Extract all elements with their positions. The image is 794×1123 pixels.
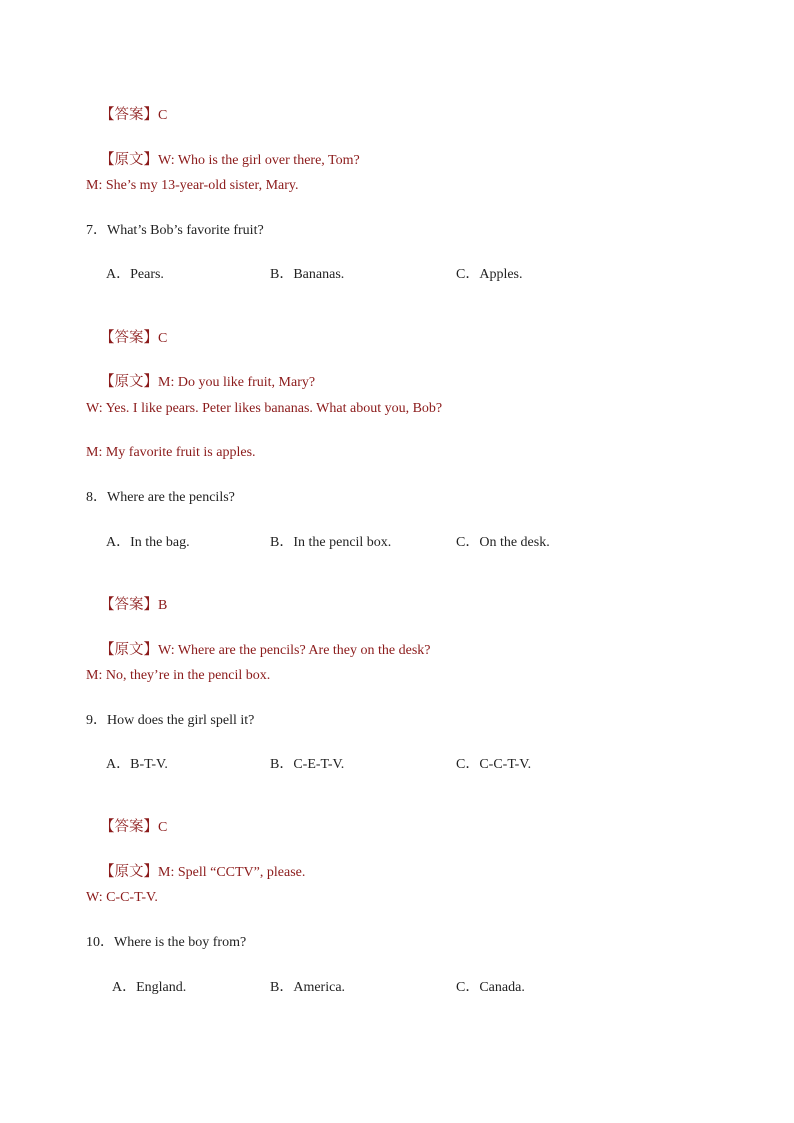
- option-a: A．Pears.: [106, 267, 164, 282]
- option-c: C．On the desk.: [456, 535, 550, 550]
- transcript-tag: 【原文】: [100, 864, 158, 880]
- transcript-tag: 【原文】: [100, 374, 158, 390]
- transcript-text: W: Where are the pencils? Are they on the desk?: [158, 643, 431, 658]
- option-c: C．C-C-T-V.: [456, 757, 532, 772]
- transcript-text: M: Do you like fruit, Mary?: [158, 375, 316, 390]
- answer-value: B: [158, 598, 168, 613]
- answer-tag: 【答案】: [100, 597, 158, 613]
- option-b: B．Bananas.: [270, 267, 345, 282]
- question-10: 10．Where is the boy from?: [86, 935, 247, 950]
- question-8: 8．Where are the pencils?: [86, 490, 235, 505]
- transcript-text: W: Who is the girl over there, Tom?: [158, 153, 360, 168]
- answer-value: C: [158, 108, 168, 123]
- option-b: B．America.: [270, 980, 346, 995]
- answer-value: C: [158, 820, 168, 835]
- transcript-line: M: No, they’re in the pencil box.: [86, 668, 271, 683]
- answer-tag: 【答案】: [100, 107, 158, 123]
- transcript-line: M: She’s my 13-year-old sister, Mary.: [86, 178, 299, 193]
- answer-tag: 【答案】: [100, 819, 158, 835]
- transcript-line: W: C-C-T-V.: [86, 890, 158, 905]
- question-7: 7．What’s Bob’s favorite fruit?: [86, 223, 264, 238]
- option-a: A．England.: [112, 980, 187, 995]
- option-b: B．C-E-T-V.: [270, 757, 345, 772]
- option-c: C．Canada.: [456, 980, 525, 995]
- option-b: B．In the pencil box.: [270, 535, 392, 550]
- transcript-tag: 【原文】: [100, 642, 158, 658]
- transcript-text: M: Spell “CCTV”, please.: [158, 865, 306, 880]
- transcript-tag: 【原文】: [100, 152, 158, 168]
- question-9: 9．How does the girl spell it?: [86, 713, 255, 728]
- answer-tag: 【答案】: [100, 330, 158, 346]
- option-a: A．B-T-V.: [106, 757, 168, 772]
- transcript-line: W: Yes. I like pears. Peter likes bananas. What about you, Bob?: [86, 401, 443, 416]
- option-a: A．In the bag.: [106, 535, 190, 550]
- answer-value: C: [158, 331, 168, 346]
- option-c: C．Apples.: [456, 267, 523, 282]
- transcript-line: M: My favorite fruit is apples.: [86, 445, 256, 460]
